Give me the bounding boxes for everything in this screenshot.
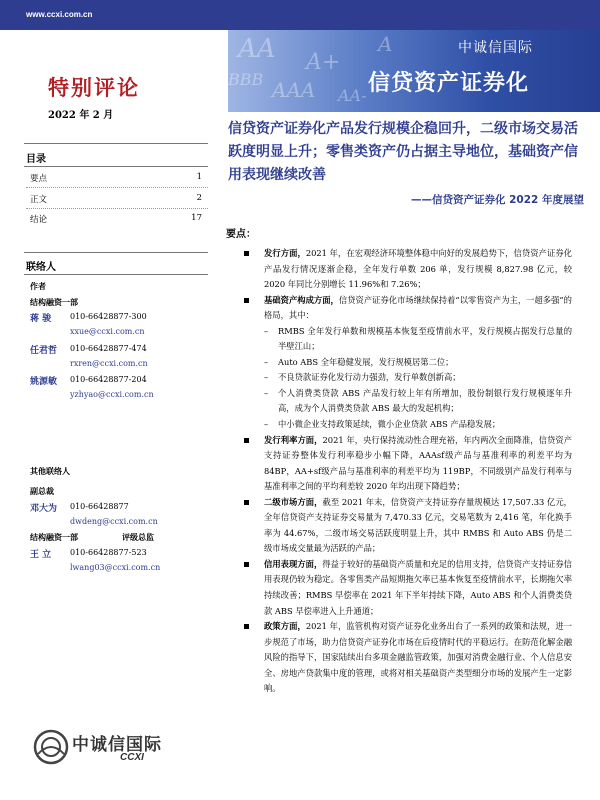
sub-point (244, 386, 572, 417)
sub-point-text: RMBS 全年发行单数和规模基本恢复至疫情前水平，发行规模占据发行总量的半壁江山； (278, 325, 572, 352)
contact-email[interactable]: dwdeng@ccxi.com.cn (70, 517, 158, 526)
contact-name: 蒋 骏 (30, 314, 52, 324)
key-point-text: 截至 2021 年末，信贷资产支持证券存量规模达 17,507.33 亿元，全年信贷资产支持证券交易量为 7,470.33 亿元，交易笔数为 2,416 笔，年化换手率为 44.67%，二级市场交易活跃度明显上升，其中 RMBS 和 Auto ABS 仍是二级市场成交量最为活跃的产品； (264, 496, 572, 554)
other-contacts-label: 其他联络人 (30, 466, 70, 476)
key-point-text: 2021 年，在宏观经济环境整体稳中向好的发展趋势下，信贷资产证券化产品发行情况逐渐企稳，全年发行单数 206 单，发行规模 8,827.98 亿元，较 2020 年同比分别增长 11.96%和 7.26%； (264, 248, 572, 290)
banner-watermark: A+ (306, 50, 341, 75)
dash-bullet-icon: – (264, 325, 269, 336)
site-url[interactable]: www.ccxi.com.cn (26, 10, 93, 19)
divider (24, 166, 208, 167)
key-point (244, 433, 572, 495)
divider (26, 208, 208, 209)
bullet-square-icon (244, 438, 249, 443)
top-bar (0, 0, 600, 30)
sub-point (244, 417, 572, 433)
dash-bullet-icon: – (264, 419, 269, 430)
bullet-square-icon (244, 298, 249, 303)
contact-name: 姚源敏 (30, 377, 58, 387)
bullet-square-icon (244, 624, 249, 629)
banner-watermark: A (378, 32, 393, 56)
toc-label: 结论 (30, 215, 48, 225)
logo-english-name: CCXI (120, 752, 144, 763)
contact-name: 任君哲 (30, 346, 58, 356)
banner-watermark: AAA (272, 78, 316, 102)
key-point (244, 495, 572, 557)
key-point-lead: 发行方面， (264, 248, 306, 258)
contact-email[interactable]: lwang03@ccxi.com.cn (70, 563, 161, 572)
key-point-text: 2021 年，监管机构对资产证券化业务出台了一系列的政策和法规，进一步规范了市场，助力信贷资产证券化市场在后疫情时代的平稳运行。在防范化解金融风险的指导下，国家陆续出台多项金融监管政策，加强对消费金融行业、个人信息安全、房地产贷款集中度的管理，或将对相关基础资产类型细分市场的发展产生一定影响。 (264, 621, 572, 694)
toc-heading: 目录 (26, 154, 46, 165)
divider (24, 143, 208, 144)
contact-phone: 010-66428877-300 (70, 312, 147, 321)
key-point (244, 619, 572, 697)
report-subheading: ——信贷资产证券化 2022 年度展望 (410, 194, 584, 206)
team-label: 结构融资一部 (30, 532, 78, 542)
ccxi-emblem-icon (32, 728, 70, 766)
banner-brand: 中诚信国际 (458, 40, 533, 56)
key-points-label: 要点： (226, 229, 256, 240)
bullet-square-icon (244, 500, 249, 505)
divider (26, 187, 208, 188)
key-point (244, 293, 572, 324)
key-point-lead: 基础资产构成方面， (264, 294, 339, 305)
director-title: 评级总监 (122, 532, 154, 542)
contact-email[interactable]: xxue@ccxi.com.cn (70, 327, 145, 336)
sub-point-text: Auto ABS 全年稳健发展，发行规模居第二位； (278, 356, 454, 367)
toc-page: 1 (196, 172, 202, 182)
header-banner (228, 30, 600, 112)
sub-point-text: 中小微企业支持政策延续，微小企业贷款 ABS 产品稳发展； (278, 419, 501, 430)
key-point-text: 2021 年，央行保持流动性合理充裕，年内两次全面降准，信贷资产支持证券整体发行利率稳步小幅下降，AAAsf级产品与基准利率的利差平均为 84BP，AA+sf级产品与基准利率的利差平均为 119BP，不同级别产品发行利率与基准利率之间的平均利差较 2020 年均出现下降趋势； (264, 434, 572, 492)
bullet-square-icon (244, 562, 249, 567)
toc-item[interactable] (30, 213, 202, 225)
key-point-lead: 政策方面， (264, 621, 306, 632)
divider (24, 252, 208, 253)
divider (24, 274, 208, 275)
contact-phone: 010-66428877-204 (70, 375, 147, 384)
authors-label: 作者 (30, 281, 46, 291)
report-headline: 信贷资产证券化产品发行规模企稳回升，二级市场交易活跃度明显上升；零售类资产仍占据主导地位，基础资产信用表现继续改善 (228, 121, 578, 183)
key-point-lead: 发行利率方面， (264, 434, 323, 445)
key-point-lead: 信用表现方面， (264, 558, 323, 569)
sub-point-text: 不良贷款证券化发行动力强劲，发行单数创新高； (278, 372, 461, 383)
key-points-body (244, 246, 572, 697)
toc-label: 正文 (30, 195, 48, 205)
dash-bullet-icon: – (264, 387, 269, 398)
contact-email[interactable]: yzhyao@ccxi.com.cn (70, 390, 154, 399)
key-point-text: 得益于较好的基础资产质量和充足的信用支持，信贷资产支持证券信用表现仍较为稳定。各零售类产品短期拖欠率已基本恢复至疫情前水平，长期拖欠率持续改善；RMBS 早偿率在 2021 年下半年持续下降，Auto ABS 和个人消费类贷款 ABS 早偿率进入上升通道； (264, 558, 572, 616)
contact-name: 王 立 (30, 550, 52, 560)
contact-phone: 010-66428877-474 (70, 344, 147, 353)
ccxi-logo (32, 728, 172, 768)
toc-page: 2 (196, 193, 202, 203)
contact-phone: 010-66428877 (70, 502, 129, 511)
dash-bullet-icon: – (264, 372, 269, 383)
sub-point (244, 324, 572, 355)
toc-label: 要点 (30, 174, 48, 184)
key-point (244, 557, 572, 619)
key-point-text: 信贷资产证券化市场继续保持着“以零售资产为主，一超多强”的格局，其中： (264, 294, 572, 321)
contact-phone: 010-66428877-523 (70, 548, 147, 557)
contact-name: 邓大为 (30, 504, 58, 514)
key-point (244, 246, 572, 293)
team-label: 结构融资一部 (30, 297, 78, 307)
report-date: 2022 年 2 月 (48, 110, 114, 121)
sub-point (244, 355, 572, 371)
banner-watermark: AA (238, 34, 276, 64)
banner-watermark: BBB (228, 70, 264, 89)
sub-point (244, 370, 572, 386)
deputy-title: 副总裁 (30, 486, 54, 496)
contacts-heading: 联络人 (26, 262, 56, 273)
key-point-lead: 二级市场方面， (264, 496, 323, 507)
sub-point-text: 个人消费类贷款 ABS 产品发行较上年有所增加，股份制银行发行规模逐年升高，成为个人消费类贷款 ABS 最大的发起机构； (278, 387, 572, 414)
dash-bullet-icon: – (264, 356, 269, 367)
report-type-title: 特别评论 (48, 76, 140, 100)
logo-chinese-name: 中诚信国际 (72, 735, 162, 755)
bullet-square-icon (244, 251, 249, 256)
toc-page: 17 (191, 213, 202, 223)
banner-watermark: AA- (338, 86, 367, 105)
toc-item[interactable] (30, 172, 202, 184)
contact-email[interactable]: rxren@ccxi.com.cn (70, 359, 148, 368)
banner-subtitle: 信贷资产证券化 (368, 71, 530, 96)
